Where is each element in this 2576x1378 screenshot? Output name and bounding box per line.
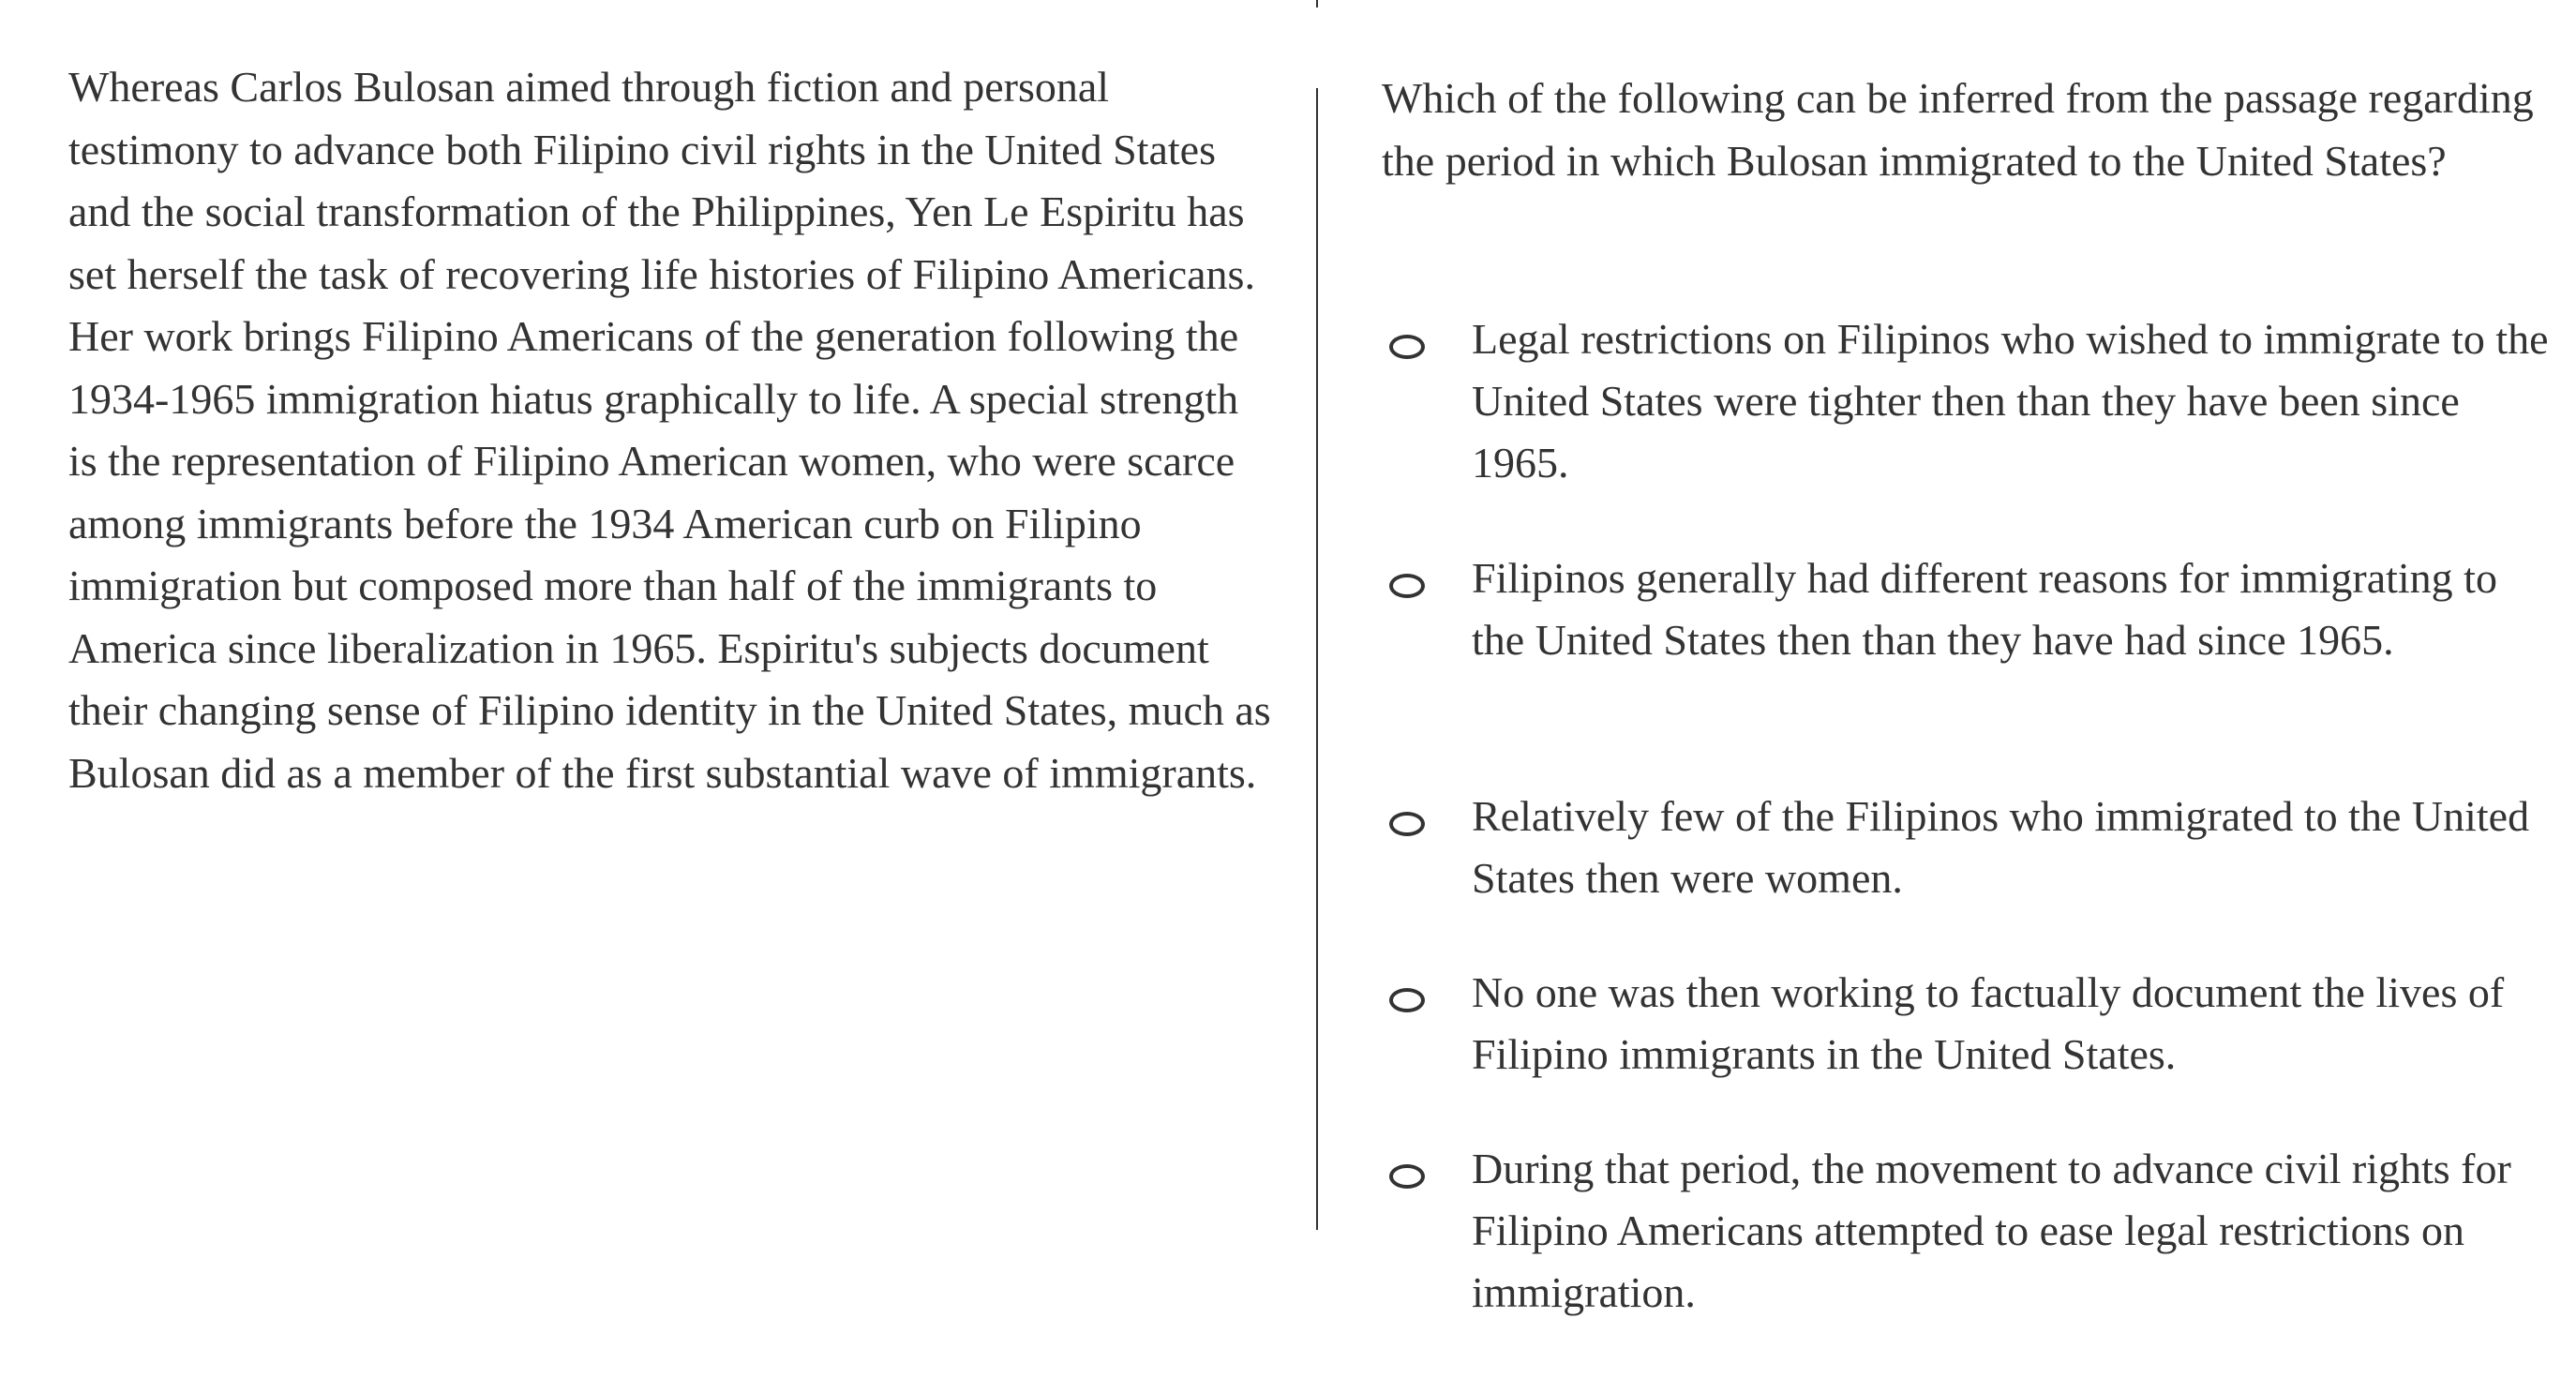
radio-button-icon[interactable]: [1389, 1164, 1425, 1189]
pane-divider: [1316, 88, 1318, 1230]
answer-text: Relatively few of the Filipinos who immigrated to the United States then were women.: [1472, 792, 2530, 902]
answer-text: Filipinos generally had different reasons for immigrating to the United States then than they have had since 1965.: [1472, 554, 2497, 664]
radio-button-icon[interactable]: [1389, 812, 1425, 836]
answer-text: During that period, the movement to advance civil rights for Filipino Americans attempted to ease legal restrictions on immigration.: [1472, 1145, 2511, 1316]
passage-pane: [68, 56, 1278, 804]
question-pane: [1382, 67, 2554, 192]
answer-text: Legal restrictions on Filipinos who wished to immigrate to the United States were tighter then than they have been since 1965.: [1472, 315, 2549, 487]
radio-button-icon[interactable]: [1389, 574, 1425, 598]
top-divider-tick: [1316, 0, 1318, 7]
question-stem: Which of the following can be inferred from the passage regarding the period in which Bulosan immigrated to the United States?: [1382, 74, 2534, 185]
answer-text: No one was then working to factually document the lives of Filipino immigrants in the United States.: [1472, 968, 2505, 1078]
radio-button-icon[interactable]: [1389, 335, 1425, 359]
radio-button-icon[interactable]: [1389, 988, 1425, 1012]
passage-text: Whereas Carlos Bulosan aimed through fiction and personal testimony to advance both Filipino civil rights in the United States and the social transformation of the Philippines, Yen Le Espiritu has set herself the task of recovering life histories of Filipino Americans. Her work brings Filipino Americans of the generation following the 1934-1965 immigration hiatus graphically to life. A special strength is the representation of Filipino American women, who were scarce among immigrants before the 1934 American curb on Filipino immigration but composed more than half of the immigrants to America since liberalization in 1965. Espiritu's subjects document their changing sense of Filipino identity in the United States, much as Bulosan did as a member of the first substantial wave of immigrants.: [68, 63, 1271, 797]
